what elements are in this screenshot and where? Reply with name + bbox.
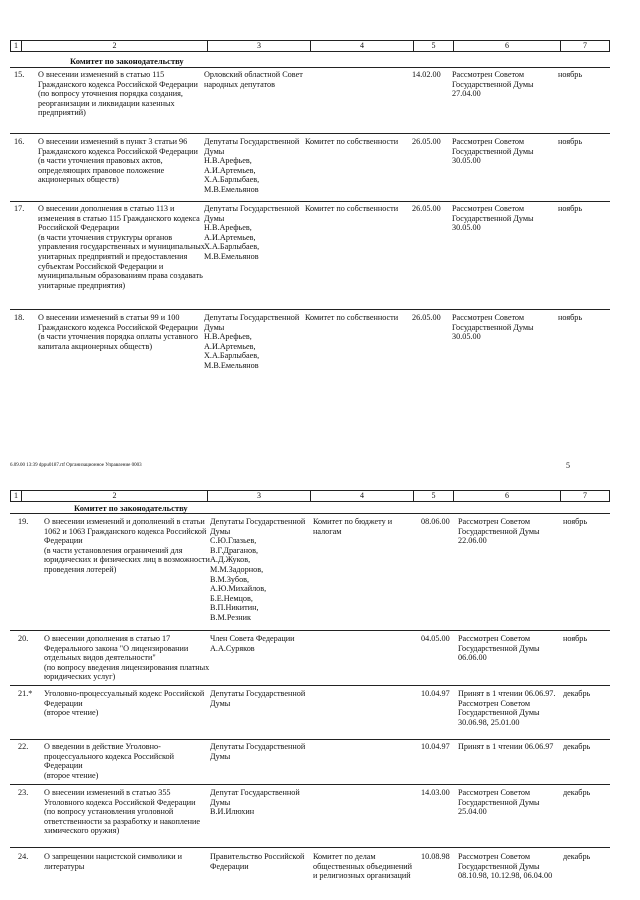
col-header: 3 bbox=[208, 41, 311, 51]
bill-title: О внесении изменений в статью 355 Уголовного кодекса Российской Федерации (по вопросу установления уголовной ответственности за разработку и накопление химического оружия) bbox=[44, 788, 200, 836]
divider bbox=[10, 784, 610, 785]
col-header: 3 bbox=[208, 491, 311, 501]
date: 10.04.97 bbox=[421, 689, 450, 698]
date: 14.03.00 bbox=[421, 788, 450, 797]
bill-author: Орловский областной Совет народных депутатов bbox=[204, 70, 303, 89]
bill-author: Депутат Государственной Думы В.И.Илюхин bbox=[210, 788, 300, 817]
row-number: 24. bbox=[18, 852, 29, 861]
divider bbox=[10, 67, 610, 68]
bill-title: О запрещении нацистской символики и литературы bbox=[44, 852, 183, 871]
bill-title: О внесении дополнения в статью 17 Федерального закона "О лицензировании отдельных видов деятельности" (по вопросу введения лицензирования платных юридических услуг) bbox=[44, 634, 210, 682]
status: Рассмотрен Советом Государственной Думы 08.10.98, 10.12.98, 06.04.00 bbox=[458, 852, 553, 881]
table-header-1 bbox=[10, 40, 610, 52]
col-header: 1 bbox=[11, 491, 22, 501]
col-header: 1 bbox=[11, 41, 22, 51]
bill-author: Депутаты Государственной Думы bbox=[210, 689, 306, 708]
bill-author: Депутаты Государственной Думы Н.В.Арефьев, А.И.Артемьев, Х.А.Барлыбаев, М.В.Емельянов bbox=[204, 137, 300, 194]
divider bbox=[10, 201, 610, 202]
bill-author: Депутаты Государственной Думы Н.В.Арефьев, А.И.Артемьев, Х.А.Барлыбаев, М.В.Емельянов bbox=[204, 204, 300, 261]
row-number: 23. bbox=[18, 788, 29, 797]
bill-title: О внесении дополнения в статью 113 и изменения в статью 115 Гражданского кодекса Российской Федерации (в части уточнения структуры органов управления государственных и муниципальных унитарных предприятий и предоставления субъектам Российской Федерации и муниципальным образованиям права создавать унитарные предприятия) bbox=[38, 204, 205, 290]
divider bbox=[10, 630, 610, 631]
row-number: 20. bbox=[18, 634, 29, 643]
divider bbox=[10, 309, 610, 310]
bill-author: Депутаты Государственной Думы С.Ю.Глазьев, В.Г.Драганов, А.Д.Жуков, М.М.Задорнов, В.М.Зубов, А.Ю.Михайлов, Б.Е.Немцов, В.П.Никитин, В.М.Резник bbox=[210, 517, 306, 622]
col-header: 6 bbox=[454, 491, 561, 501]
col-header: 4 bbox=[311, 41, 414, 51]
period: ноябрь bbox=[558, 204, 583, 213]
section-title: Комитет по законодательству bbox=[74, 503, 188, 513]
divider bbox=[10, 739, 610, 740]
col-header: 4 bbox=[311, 491, 414, 501]
period: декабрь bbox=[563, 742, 591, 751]
date: 14.02.00 bbox=[412, 70, 441, 79]
divider bbox=[10, 513, 610, 514]
status: Рассмотрен Советом Государственной Думы 06.06.00 bbox=[458, 634, 540, 663]
col-header: 5 bbox=[414, 491, 454, 501]
committee: Комитет по делам общественных объединений и религиозных организаций bbox=[313, 852, 412, 881]
bill-author: Правительство Российской Федерации bbox=[210, 852, 305, 871]
period: ноябрь bbox=[563, 517, 588, 526]
status: Рассмотрен Советом Государственной Думы 22.06.00 bbox=[458, 517, 540, 546]
status: Принят в 1 чтении 06.06.97 bbox=[458, 742, 554, 751]
date: 26.05.00 bbox=[412, 313, 441, 322]
divider bbox=[10, 685, 610, 686]
page-number: 5 bbox=[566, 461, 570, 470]
row-number: 18. bbox=[14, 313, 25, 322]
period: ноябрь bbox=[558, 70, 583, 79]
col-header: 2 bbox=[22, 41, 208, 51]
bill-author: Член Совета Федерации А.А.Суряков bbox=[210, 634, 295, 653]
period: ноябрь bbox=[563, 634, 588, 643]
committee: Комитет по бюджету и налогам bbox=[313, 517, 393, 536]
period: декабрь bbox=[563, 852, 591, 861]
table-header-2 bbox=[10, 490, 610, 502]
row-number: 19. bbox=[18, 517, 29, 526]
bill-author: Депутаты Государственной Думы bbox=[210, 742, 306, 761]
col-header: 7 bbox=[583, 41, 587, 50]
date: 26.05.00 bbox=[412, 204, 441, 213]
period: декабрь bbox=[563, 689, 591, 698]
committee: Комитет по собственности bbox=[305, 204, 399, 213]
period: декабрь bbox=[563, 788, 591, 797]
committee: Комитет по собственности bbox=[305, 137, 399, 146]
date: 10.08.98 bbox=[421, 852, 450, 861]
row-number: 16. bbox=[14, 137, 25, 146]
divider bbox=[10, 133, 610, 134]
col-header: 6 bbox=[454, 41, 561, 51]
row-number: 15. bbox=[14, 70, 25, 79]
committee: Комитет по собственности bbox=[305, 313, 399, 322]
date: 26.05.00 bbox=[412, 137, 441, 146]
footer-text: 6.09.00 13:39 dppu0187.rtf Организационное Управление 0003 bbox=[10, 463, 142, 468]
bill-title: О внесении изменений и дополнений в статьи 1062 и 1063 Гражданского кодекса Российской Федерации (в части установления ограничений для юридических и физических лиц в возможности проведения лотерей) bbox=[44, 517, 210, 574]
bill-author: Депутаты Государственной Думы Н.В.Арефьев, А.И.Артемьев, Х.А.Барлыбаев, М.В.Емельянов bbox=[204, 313, 300, 370]
status: Рассмотрен Советом Государственной Думы 27.04.00 bbox=[452, 70, 534, 99]
col-header: 7 bbox=[583, 491, 587, 500]
bill-title: О внесении изменений в пункт 3 статьи 96 Гражданского кодекса Российской Федерации (в части уточнения правовых актов, определяющих правовое положение акционерных обществ) bbox=[38, 137, 198, 185]
date: 08.06.00 bbox=[421, 517, 450, 526]
bill-title: О внесении изменений в статью 115 Гражданского кодекса Российской Федерации (по вопросу уточнения порядка создания, реорганизации и ликвидации казенных предприятий) bbox=[38, 70, 198, 118]
divider bbox=[10, 847, 610, 848]
row-number: 22. bbox=[18, 742, 29, 751]
bill-title: О внесении изменений в статьи 99 и 100 Гражданского кодекса Российской Федерации (в части уточнения порядка оплаты уставного капитала акционерных обществ) bbox=[38, 313, 198, 351]
col-header: 2 bbox=[22, 491, 208, 501]
bill-title: Уголовно-процессуальный кодекс Российской Федерации (второе чтение) bbox=[44, 689, 205, 718]
row-number: 21.* bbox=[18, 689, 33, 698]
status: Принят в 1 чтении 06.06.97. Рассмотрен Советом Государственной Думы 30.06.98, 25.01.00 bbox=[458, 689, 556, 727]
section-title: Комитет по законодательству bbox=[70, 56, 184, 66]
col-header: 5 bbox=[414, 41, 454, 51]
date: 10.04.97 bbox=[421, 742, 450, 751]
status: Рассмотрен Советом Государственной Думы 25.04.00 bbox=[458, 788, 540, 817]
status: Рассмотрен Советом Государственной Думы 30.05.00 bbox=[452, 204, 534, 233]
period: ноябрь bbox=[558, 137, 583, 146]
row-number: 17. bbox=[14, 204, 25, 213]
status: Рассмотрен Советом Государственной Думы 30.05.00 bbox=[452, 137, 534, 166]
period: ноябрь bbox=[558, 313, 583, 322]
date: 04.05.00 bbox=[421, 634, 450, 643]
bill-title: О введении в действие Уголовно-процессуального кодекса Российской Федерации (второе чтение) bbox=[44, 742, 174, 780]
status: Рассмотрен Советом Государственной Думы 30.05.00 bbox=[452, 313, 534, 342]
